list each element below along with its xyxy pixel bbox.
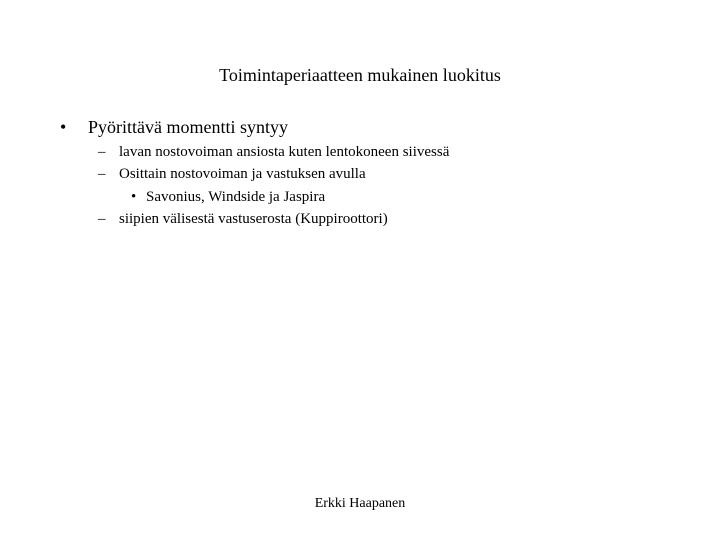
dash-marker: – (98, 211, 106, 227)
bullet-marker: • (131, 189, 137, 205)
sub-bullet-text: siipien välisestä vastuserosta (Kuppiroottori) (119, 211, 388, 227)
sub-bullet-text: lavan nostovoiman ansiosta kuten lentokoneen siivessä (119, 144, 450, 160)
bullet-marker: • (60, 117, 67, 137)
dash-marker: – (98, 144, 106, 160)
sub-sub-bullet-text: Savonius, Windside ja Jaspira (146, 189, 326, 205)
dash-marker: – (98, 166, 106, 182)
bullet-text: Pyörittävä momentti syntyy (88, 117, 288, 137)
slide-title: Toimintaperiaatteen mukainen luokitus (219, 65, 501, 85)
sub-bullet-text: Osittain nostovoiman ja vastuksen avulla (119, 166, 366, 182)
slide-footer-author: Erkki Haapanen (314, 496, 406, 511)
